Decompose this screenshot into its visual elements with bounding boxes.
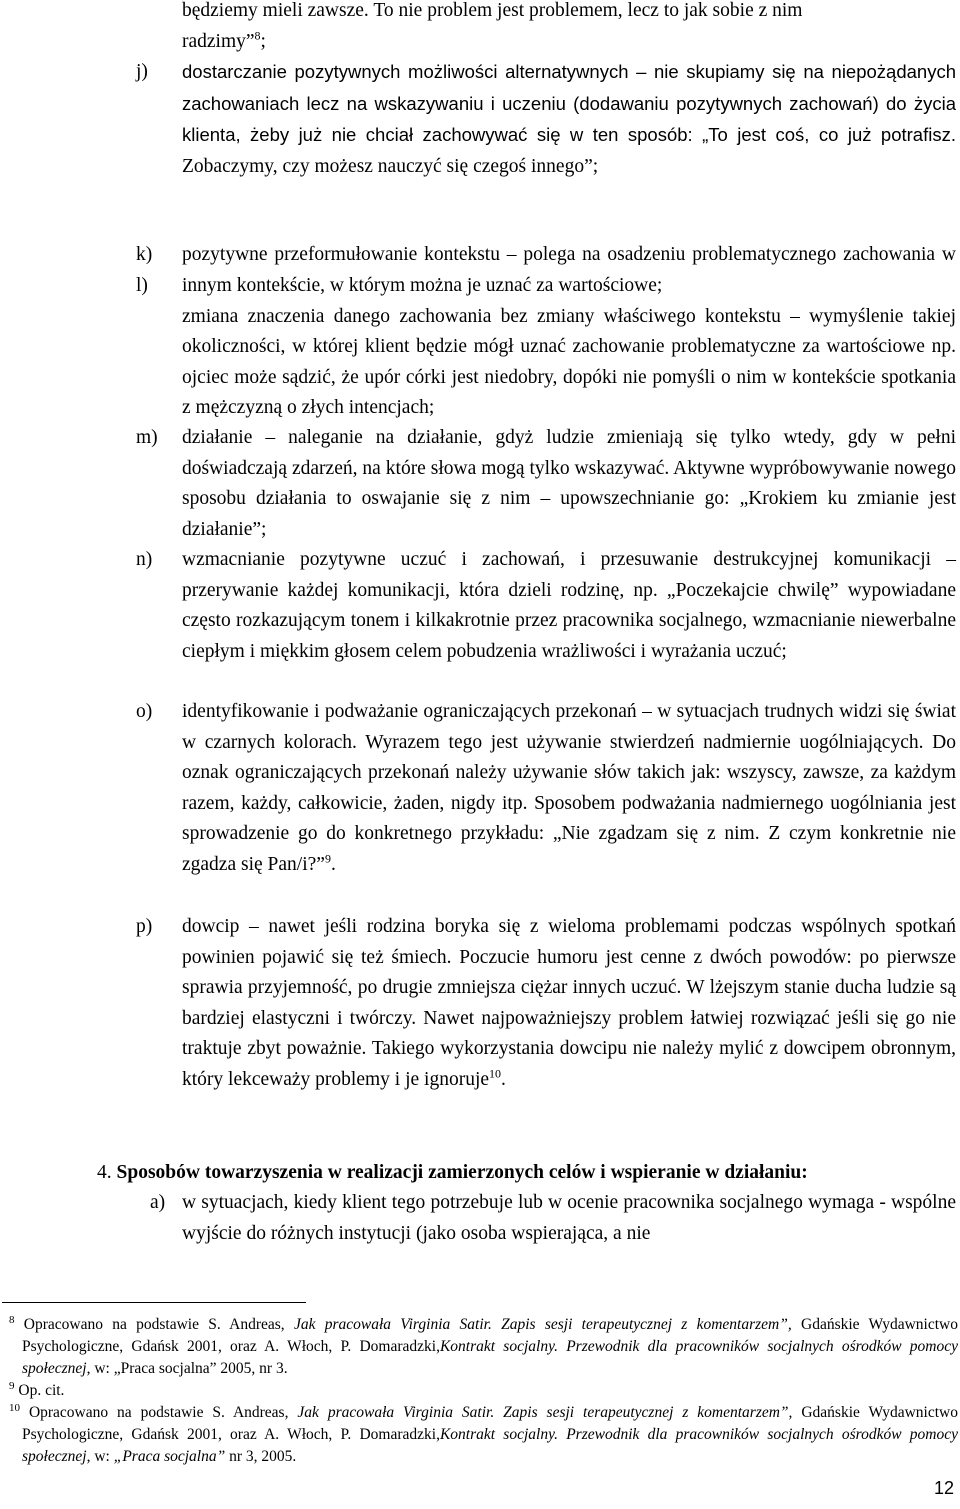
- list-text-end: .: [501, 1068, 506, 1090]
- intro-line-1: będziemy mieli zawsze. To nie problem jest problemem, lecz to jak sobie z nim: [182, 0, 803, 21]
- footnote-text: nr 3, 2005.: [225, 1448, 297, 1465]
- footnote-text: Op. cit.: [18, 1382, 65, 1399]
- intro-line-2: radzimy”: [182, 30, 255, 52]
- footnote-8: [0, 1314, 958, 1380]
- intro-line-2-end: ;: [260, 30, 266, 52]
- list-label: o): [136, 701, 153, 722]
- list-label: k): [136, 244, 153, 265]
- section-title: Sposobów towarzyszenia w realizacji zamierzonych celów i wspieranie w działaniu:: [116, 1162, 808, 1183]
- list-text-sans: dostarczanie pozytywnych możliwości alternatywnych – nie skupiamy się na niepożądanych zachowaniach lecz na wskazywaniu i uczeniu (dodawaniu pozytywnych zachowań) do życia klienta, żeby już nie chciał zachowywać się w ten sposób: „To jest coś, co już potrafisz.: [182, 61, 956, 146]
- list-text: zmiana znaczenia danego zachowania bez zmiany właściwego kontekstu – wymyślenie takiej okoliczności, w której klient będzie mógł uznać zachowanie problematyczne za wartościowe np. ojciec może sądzić, że upór córki jest niedobry, dopóki nie pomyśli o nim w kontekście spotkania z mężczyzną o złych intencjach;: [182, 305, 956, 419]
- list-text: [182, 57, 956, 182]
- section-number: 4.: [97, 1162, 112, 1183]
- list-text: pozytywne przeformułowanie kontekstu – polega na osadzeniu problematycznego zachowania w innym kontekście, w którym można je uznać za wartościowe;: [182, 244, 956, 296]
- list-text-body: dowcip – nawet jeśli rodzina boryka się z wieloma problemami podczas wspólnych spotkań powinien pojawić się też śmiech. Poczucie humoru jest cenne z dwóch powodów: po pierwsze sprawia przyjemność, po drugie zmniejsza ciężar innych uczuć. W lżejszym stanie ducha ludzie są bardziej elastyczni i twórczy. Nawet najpoważniejszy problem łatwiej rozwiązać jeśli się go nie traktuje zbyt poważnie. Takiego wykorzystania dowcipu nie należy mylić z dowcipem obronnym, który lekceważy problemy i je ignoruje: [182, 916, 956, 1090]
- list-text: [182, 697, 956, 881]
- section-4-heading: [97, 1158, 808, 1189]
- list-text-end: .: [330, 853, 336, 875]
- list-label: j): [136, 61, 148, 82]
- footnote-ref-10[interactable]: 10: [489, 1066, 502, 1081]
- list-label: p): [136, 916, 153, 937]
- list-label: l): [136, 275, 148, 296]
- footnote-text: Gdańskie Wydawnictwo Psychologiczne, Gdańsk 2001, oraz A. Włoch, P. Domaradzki,: [22, 1404, 958, 1443]
- list-label: m): [136, 427, 158, 448]
- footnote-title: Kontrakt socjalny. Przewodnik dla pracowników socjalnych ośrodków pomocy społecznej: [22, 1338, 958, 1377]
- page-number: 12: [933, 1478, 954, 1498]
- footnote-text: , w:: [86, 1448, 114, 1465]
- footnote-title: Kontrakt socjalny. Przewodnik dla pracowników socjalnych ośrodków pomocy społecznej: [22, 1426, 958, 1465]
- list-text: [182, 912, 956, 1096]
- footnote-divider: [2, 1302, 306, 1303]
- footnote-title: „Praca socjalna”: [113, 1448, 226, 1465]
- footnote-text: Gdańskie Wydawnictwo Psychologiczne, Gdańsk 2001, oraz A. Włoch, P. Domaradzki,: [22, 1316, 958, 1355]
- list-text: wzmacnianie pozytywne uczuć i zachowań, i przesuwanie destrukcyjnej komunikacji – przerywanie każdej komunikacji, która dzieli rodzinę, np. „Poczekajcie chwilę” wypowiadane często rozkazującym tonem i kilkakrotnie przez pracownika socjalnego, wzmacnianie niewerbalne ciepłym i miękkim głosem celem pobudzenia wrażliwości i wyrażania uczuć;: [182, 549, 956, 662]
- list-text: działanie – naleganie na działanie, gdyż ludzie zmieniają się tylko wtedy, gdy w pełni doświadczają zdarzeń, na które słowa mogą tylko wskazywać. Aktywne wypróbowywanie nowego sposobu działania to oswajanie się z nim – upowszechnianie go: „Krokiem ku zmianie jest działanie”;: [182, 427, 956, 540]
- list-label: a): [150, 1192, 166, 1213]
- footnote-title: Jak pracowała Virginia Satir. Zapis sesji terapeutycznej z komentarzem”,: [293, 1316, 792, 1333]
- footnote-number: 10: [9, 1401, 20, 1414]
- footnote-text: Opracowano na podstawie S. Andreas,: [23, 1316, 294, 1333]
- footnote-ref-8[interactable]: 8: [254, 28, 261, 43]
- list-text: w sytuacjach, kiedy klient tego potrzebuje lub w ocenie pracownika socjalnego wymaga - wspólne wyjście do różnych instytucji (jako osoba wspierająca, a nie: [182, 1192, 956, 1244]
- footnote-text: Opracowano na podstawie S. Andreas,: [28, 1404, 298, 1421]
- list-text-serif: Zobaczymy, czy możesz nauczyć się czegoś innego”;: [182, 155, 599, 177]
- footnote-text: , w: „Praca socjalna” 2005, nr 3.: [86, 1360, 288, 1377]
- footnote-number: 9: [9, 1379, 15, 1392]
- footnote-ref-9[interactable]: 9: [324, 851, 331, 866]
- intro-paragraph: [182, 0, 956, 57]
- list-text-body: identyfikowanie i podważanie ograniczających przekonań – w sytuacjach trudnych widzi się świat w czarnych kolorach. Wyrazem tego jest używanie stwierdzeń nadmiernie uogólniających. Do oznak ograniczających przekonań należy używanie słów takich jak: wszyscy, zawsze, za każdym razem, każdy, całkowicie, żaden, nigdy itp. Sposobem podważania nadmiernego uogólniania jest sprowadzenie go do konkretnego przykładu: „Nie zgadzam się z nim. Z czym konkretnie nie zgadza się Pan/i?”: [182, 701, 956, 875]
- footnote-title: Jak pracowała Virginia Satir. Zapis sesji terapeutycznej z komentarzem”,: [297, 1404, 793, 1421]
- list-label: n): [136, 549, 153, 570]
- footnote-number: 8: [9, 1313, 15, 1326]
- footnote-9: [0, 1380, 958, 1402]
- footnote-10: [0, 1402, 958, 1468]
